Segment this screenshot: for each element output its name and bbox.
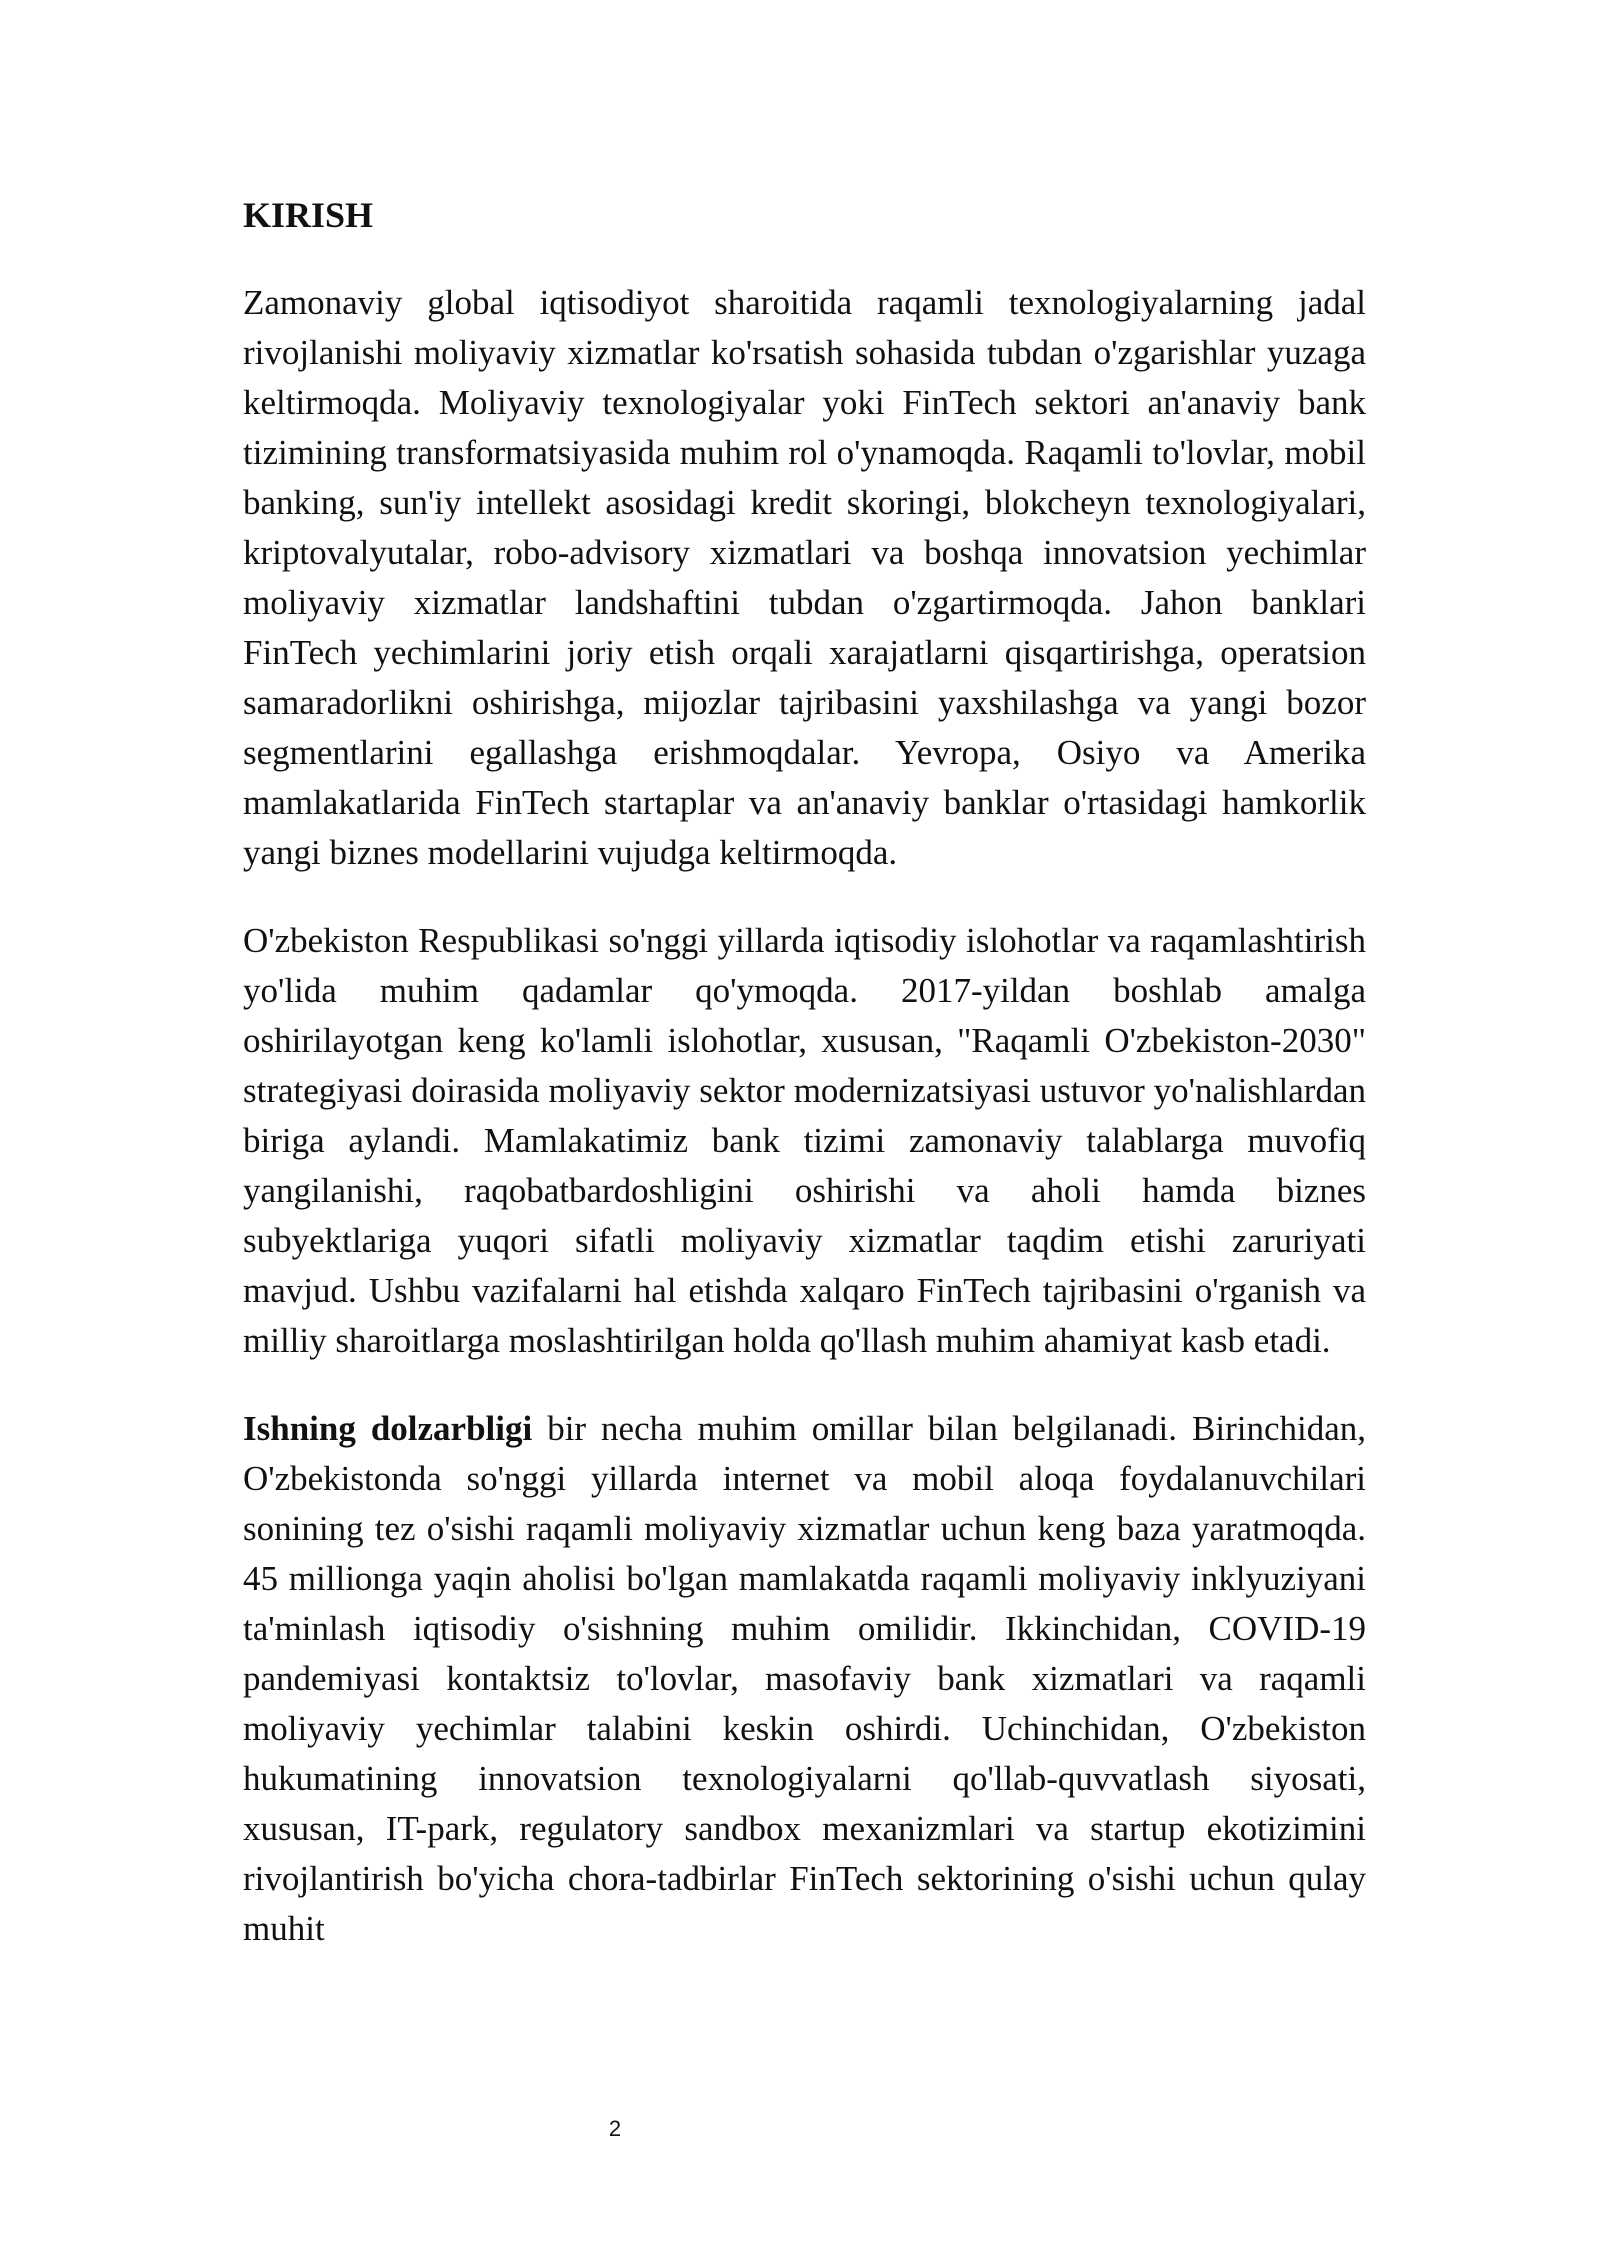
relevance-text: bir necha muhim omillar bilan belgilanadi. Birinchidan, O'zbekistonda so'nggi yillarda internet va mobil aloqa foydalanuvchilari sonining tez o'sishi raqamli moliyaviy xizmatlar uchun keng baza yaratmoqda. 45 millionga yaqin aholisi bo'lgan mamlakatda raqamli moliyaviy inklyuziyani ta'minlash iqtisodiy o'sishning muhim omilidir. Ikkinchidan, COVID-19 pandemiyasi kontaktsiz to'lovlar, masofaviy bank xizmatlari va raqamli moliyaviy yechimlar talabini keskin oshirdi. Uchinchidan, O'zbekiston hukumatining innovatsion texnologiyalarni qo'llab-quvvatlash siyosati, xususan, IT-park, regulatory sandbox mexanizmlari va startup ekotizimini rivojlantirish bo'yicha chora-tadbirlar FinTech sektorining o'sishi uchun qulay muhit [243,1409,1366,1948]
page-number: 2 [608,2116,622,2141]
paragraph-uzbekistan: O'zbekiston Respublikasi so'nggi yillarda iqtisodiy islohotlar va raqamlashtirish yo'lida muhim qadamlar qo'ymoqda. 2017-yildan boshlab amalga oshirilayotgan keng ko'lamli islohotlar, xususan, "Raqamli O'zbekiston-2030" strategiyasi doirasida moliyaviy sektor modernizatsiyasi ustuvor yo'nalishlardan biriga aylandi. Mamlakatimiz bank tizimi zamonaviy talablarga muvofiq yangilanishi, raqobatbardoshligini oshirishi va aholi hamda biznes subyektlariga yuqori sifatli moliyaviy xizmatlar taqdim etishi zaruriyati mavjud. Ushbu vazifalarni hal etishda xalqaro FinTech tajribasini o'rganish va milliy sharoitlarga moslashtirilgan holda qo'llash muhim ahamiyat kasb etadi. [243,921,1366,1360]
relevance-label: Ishning dolzarbligi [243,1409,533,1448]
section-heading: KIRISH [243,195,374,235]
paragraph-intro: Zamonaviy global iqtisodiyot sharoitida raqamli texnologiyalarning jadal rivojlanishi moliyaviy xizmatlar ko'rsatish sohasida tubdan o'zgarishlar yuzaga keltirmoqda. Moliyaviy texnologiyalar yoki FinTech sektori an'anaviy bank tizimining transformatsiyasida muhim rol o'ynamoqda. Raqamli to'lovlar, mobil banking, sun'iy intellekt asosidagi kredit skoringi, blokcheyn texnologiyalari, kriptovalyutalar, robo-advisory xizmatlari va boshqa innovatsion yechimlar moliyaviy xizmatlar landshaftini tubdan o'zgartirmoqda. Jahon banklari FinTech yechimlarini joriy etish orqali xarajatlarni qisqartirishga, operatsion samaradorlikni oshirishga, mijozlar tajribasini yaxshilashga va yangi bozor segmentlarini egallashga erishmoqdalar. Yevropa, Osiyo va Amerika mamlakatlarida FinTech startaplar va an'anaviy banklar o'rtasidagi hamkorlik yangi biznes modellarini vujudga keltirmoqda. [243,283,1366,872]
page-content [243,190,1366,1992]
paragraph-relevance [243,1404,1366,1954]
